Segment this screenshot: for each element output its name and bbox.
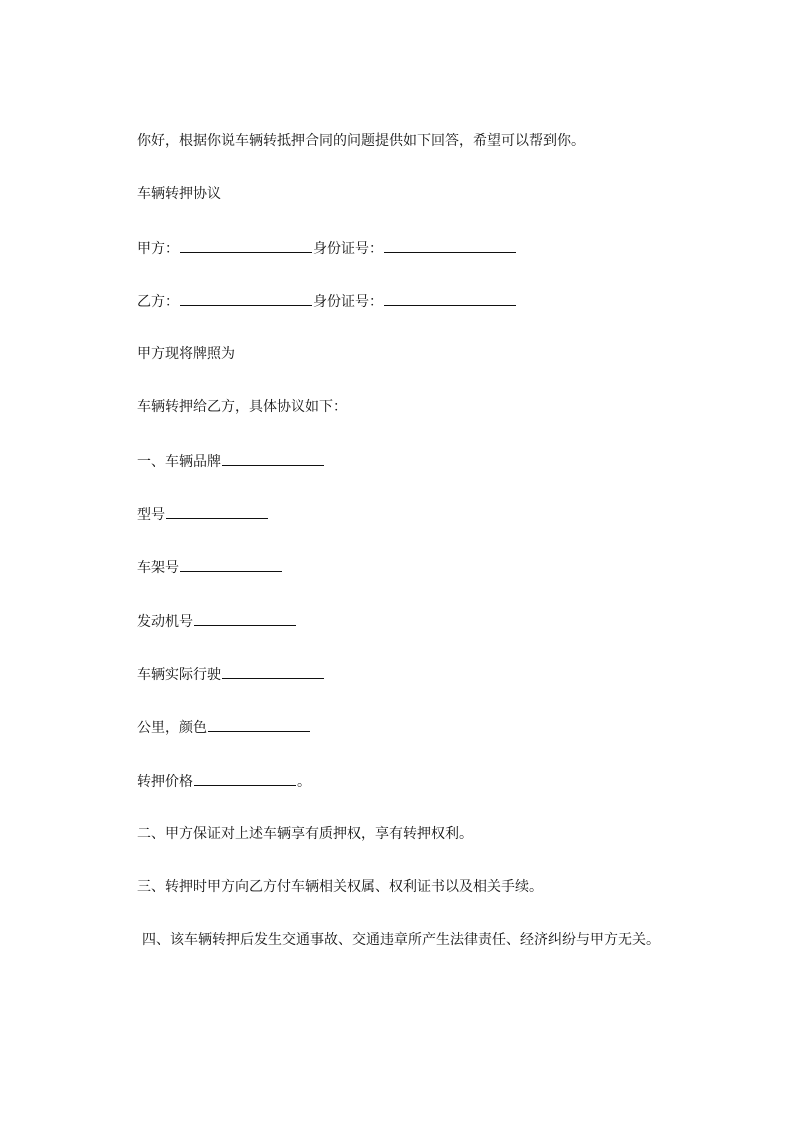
item-color-blank <box>208 717 310 732</box>
party-a-id-blank <box>384 238 516 253</box>
party-b-id-label: 身份证号： <box>313 294 383 310</box>
clause-four: 四、该车辆转押后发生交通事故、交通违章所产生法律责任、经济纠纷与甲方无关。 <box>142 932 660 948</box>
party-b-label: 乙方： <box>137 294 179 310</box>
clause-two: 二、甲方保证对上述车辆享有质押权，享有转押权利。 <box>137 826 473 842</box>
item-frame-label: 车架号 <box>137 560 179 576</box>
item-frame-blank <box>180 557 282 572</box>
party-b-line <box>137 291 517 312</box>
party-a-line <box>137 238 517 259</box>
document-title: 车辆转押协议 <box>137 186 221 202</box>
item-mileage-line <box>137 664 325 685</box>
item-engine-line <box>137 611 297 632</box>
party-a-label: 甲方： <box>137 241 179 257</box>
item-mileage-blank <box>222 664 324 679</box>
item-mileage-label: 车辆实际行驶 <box>137 667 221 683</box>
item-brand-blank <box>222 451 324 466</box>
item-price-end: 。 <box>297 774 311 790</box>
item-price-label: 转押价格 <box>137 774 193 790</box>
item-model-label: 型号 <box>137 507 165 523</box>
intro-text: 你好，根据你说车辆转抵押合同的问题提供如下回答，希望可以帮到你。 <box>137 133 585 149</box>
item-color-label: 公里，颜色 <box>137 720 207 736</box>
clause-three: 三、转押时甲方向乙方付车辆相关权属、权利证书以及相关手续。 <box>137 879 543 895</box>
party-b-name-blank <box>180 291 312 306</box>
item-frame-line <box>137 557 283 578</box>
statement-2: 车辆转押给乙方，具体协议如下： <box>137 399 347 415</box>
party-a-id-label: 身份证号： <box>313 241 383 257</box>
item-brand-label: 一、车辆品牌 <box>137 454 221 470</box>
item-model-line <box>137 504 269 525</box>
item-engine-blank <box>194 611 296 626</box>
item-price-line <box>137 771 311 792</box>
item-brand-line <box>137 451 325 472</box>
item-model-blank <box>166 504 268 519</box>
item-color-line <box>137 717 311 738</box>
party-a-name-blank <box>180 238 312 253</box>
item-engine-label: 发动机号 <box>137 614 193 630</box>
statement-1: 甲方现将牌照为 <box>137 346 235 362</box>
item-price-blank <box>194 771 296 786</box>
party-b-id-blank <box>384 291 516 306</box>
